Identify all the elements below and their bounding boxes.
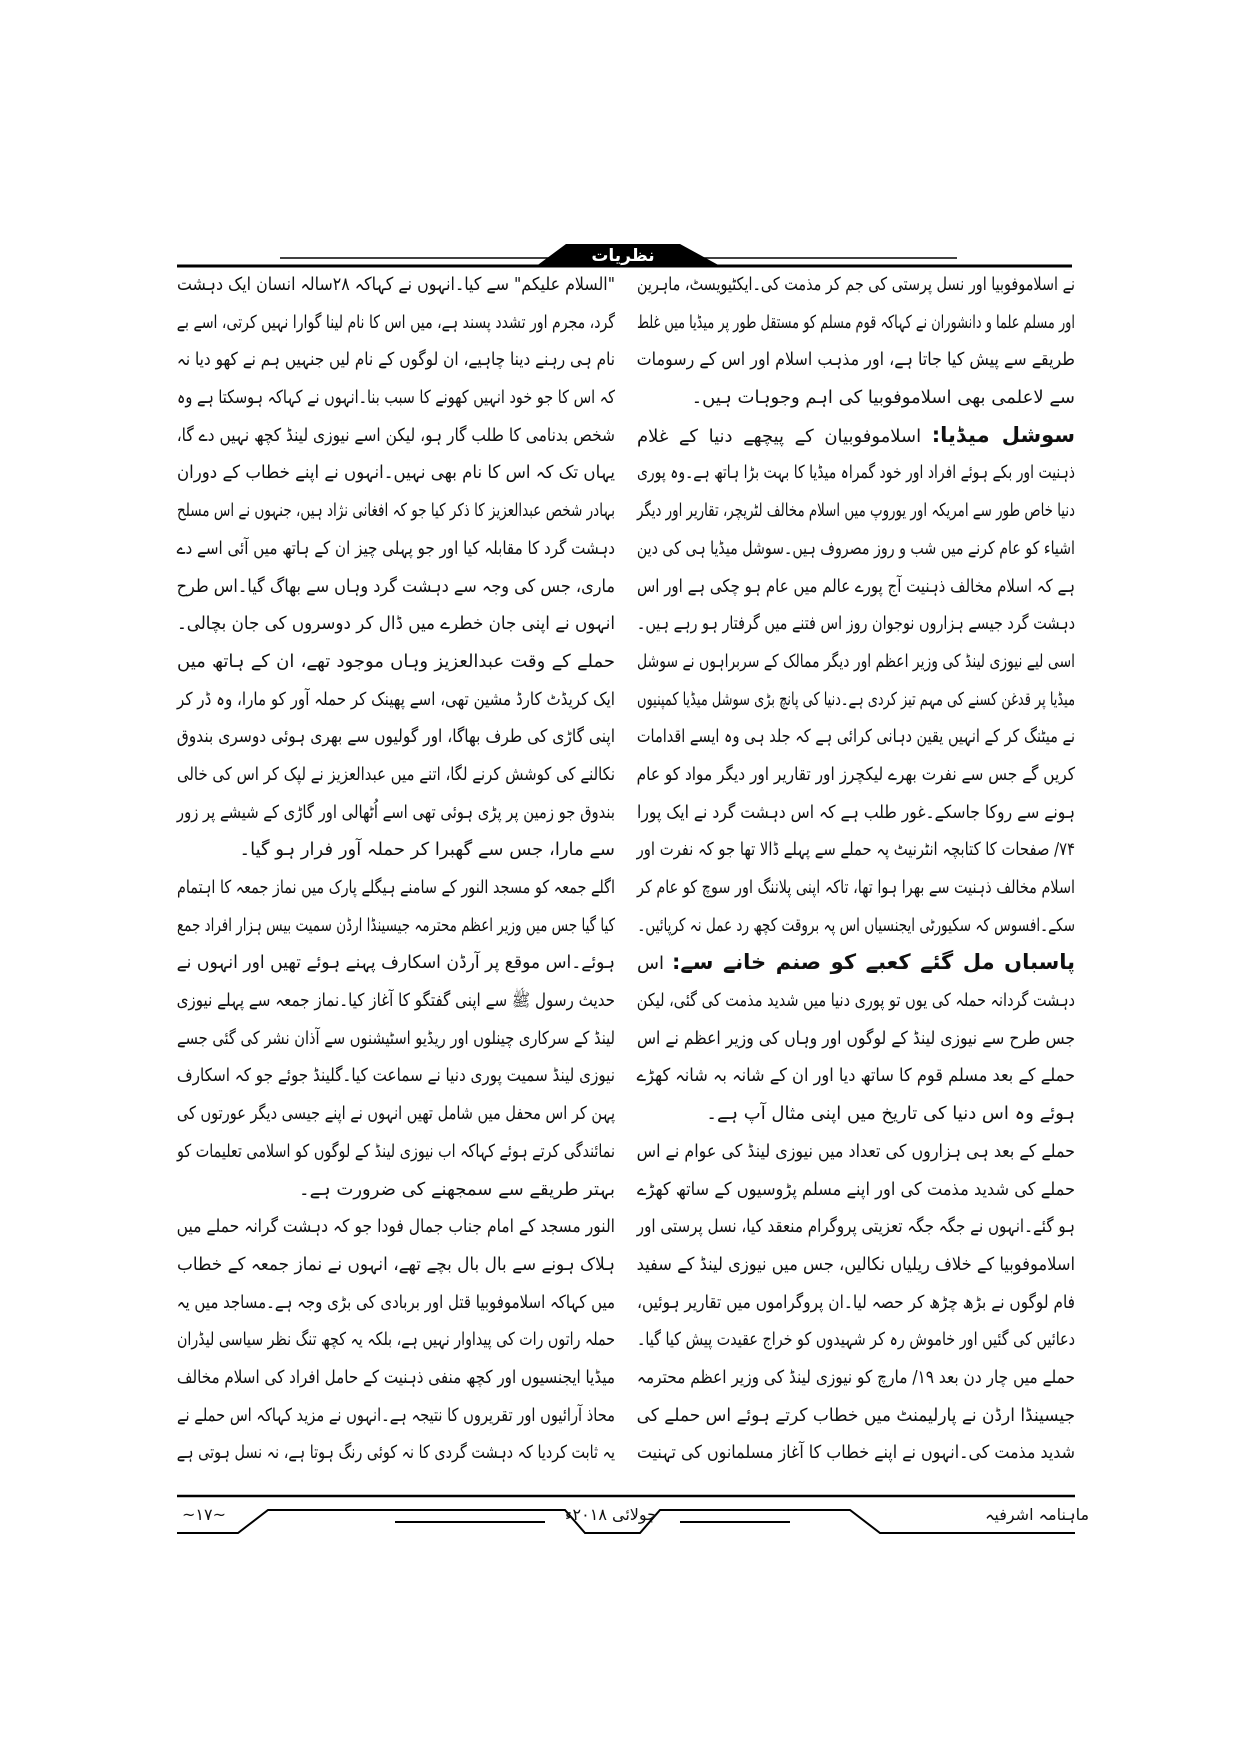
text-line-content: اپنی گاڑی کی طرف بھاگا، اور گولیوں سے بھری ہوئی دوسری بندوق xyxy=(176,726,615,748)
text-line-content: بندوق جو زمین پر پڑی ہوئی تھی اسے اُٹھالی اور گاڑی کے شیشے پر زور xyxy=(176,801,615,823)
text-line-content: شخص بدنامی کا طلب گار ہو، لیکن اسے نیوزی لینڈ کچھ نہیں دے گا، xyxy=(176,424,615,446)
text-line-content: دہشت گردانہ حملہ کی یوں تو پوری دنیا میں شدید مذمت کی گئی، لیکن xyxy=(636,990,1075,1012)
text-line xyxy=(177,454,615,492)
text-line-content: ہو گئے۔انہوں نے جگہ جگہ تعزیتی پروگرام منعقد کیا، نسل پرستی اور xyxy=(636,1216,1075,1238)
text-line xyxy=(177,982,615,1020)
text-line-content: دنیا خاص طور سے امریکہ اور یوروپ میں اسلام مخالف لٹریچر، تقاریر اور دیگر xyxy=(636,500,1075,522)
subheading: سوشل میڈیا: xyxy=(931,422,1075,447)
text-line xyxy=(637,944,1075,982)
text-line xyxy=(637,341,1075,379)
text-line xyxy=(177,568,615,606)
magazine-name: ماہنامہ اشرفیہ xyxy=(985,1505,1090,1524)
text-line xyxy=(177,756,615,794)
text-line-content: ذہنیت اور بکے ہوئے افراد اور خود گمراہ میڈیا کا بہت بڑا ہاتھ ہے۔وہ پوری xyxy=(637,462,1075,484)
text-line-content: ۷۴/ صفحات کا کتابچہ انٹرنیٹ پہ حملے سے پہلے ڈالا تھا جو کہ نفرت اور xyxy=(636,839,1075,861)
text-line xyxy=(637,1208,1075,1246)
text-line-content: بہادر شخص عبدالعزیز کا ذکر کیا جو کہ افغانی نژاد ہیں، جنہوں نے اس مسلح xyxy=(177,500,615,522)
subheading-text: اسلاموفوبیان کے پیچھے دنیا کے غلام xyxy=(637,425,922,447)
text-line-content: گرد، مجرم اور تشدد پسند ہے، میں اس کا نام لینا گوارا نہیں کرتی، اسے بے xyxy=(176,311,615,333)
text-line xyxy=(637,756,1075,794)
text-line xyxy=(637,379,1075,417)
text-line-content: سکے۔افسوس کہ سکیورٹی ایجنسیاں اس پہ بروقت کچھ رد عمل نہ کرپائیں۔ xyxy=(637,914,1075,936)
text-line-content: اسلاموفوبیا کے خلاف ریلیاں نکالیں، جس میں نیوزی لینڈ کے سفید xyxy=(636,1253,1075,1275)
text-line xyxy=(177,681,615,719)
page-number: ~۱۷~ xyxy=(182,1505,226,1524)
text-line-content: انہوں نے اپنی جان خطرے میں ڈال کر دوسروں کی جان بچالی۔ xyxy=(177,613,615,635)
text-line-content: نکالنے کی کوشش کرنے لگا، اتنے میں عبدالعزیز نے لپک کر اس کی خالی xyxy=(177,763,615,785)
text-line xyxy=(177,1095,615,1133)
text-line xyxy=(637,1020,1075,1058)
text-line xyxy=(637,492,1075,530)
text-line-content: حدیث رسول ﷺ سے اپنی گفتگو کا آغاز کیا۔نماز جمعہ سے پہلے نیوزی xyxy=(176,990,616,1012)
text-line xyxy=(177,379,615,417)
text-line-content: میڈیا ایجنسیوں اور کچھ منفی ذہنیت کے حامل افراد کی اسلام مخالف xyxy=(176,1366,615,1388)
text-line xyxy=(637,1133,1075,1171)
text-line-content: حملے میں چار دن بعد ۱۹/ مارچ کو نیوزی لینڈ کی وزیر اعظم محترمہ xyxy=(636,1366,1075,1388)
text-line-content: بہتر طریقے سے سمجھنے کی ضرورت ہے۔ xyxy=(299,1178,615,1200)
text-line-content: اشیاء کو عام کرنے میں شب و روز مصروف ہیں۔سوشل میڈیا ہی کی دین xyxy=(636,537,1075,559)
text-line-content xyxy=(637,944,1075,983)
text-line xyxy=(177,1171,615,1209)
text-line-content: یہاں تک کہ اس کا نام بھی نہیں۔انہوں نے اپنے خطاب کے دوران xyxy=(176,462,615,484)
text-line xyxy=(177,1020,615,1058)
text-line xyxy=(637,454,1075,492)
text-line-content: فام لوگوں نے بڑھ چڑھ کر حصہ لیا۔ان پروگراموں میں تقاریر ہوئیں، xyxy=(637,1291,1075,1313)
text-line-content: اور مسلم علما و دانشوران نے کہاکہ قوم مسلم کو مستقل طور پر میڈیا میں غلط xyxy=(637,311,1075,333)
text-line-content: ہوئے۔اس موقع پر آرڈن اسکارف پہنے ہوئے تھیں اور انہوں نے xyxy=(176,952,615,974)
text-line xyxy=(637,1095,1075,1133)
text-line-content: نے اسلاموفوبیا اور نسل پرستی کی جم کر مذمت کی۔ایکٹیویسٹ، ماہرین xyxy=(637,274,1075,295)
text-line-content: پہن کر اس محفل میں شامل تھیں انہوں نے اپنے جیسی دیگر عورتوں کی xyxy=(176,1103,615,1125)
text-line xyxy=(637,718,1075,756)
text-line-content: لینڈ کے سرکاری چینلوں اور ریڈیو اسٹیشنوں سے آذان نشر کی گئی جسے xyxy=(177,1027,615,1049)
text-line-content: سے لاعلمی بھی اسلاموفوبیا کی اہم وجوہات ہیں۔ xyxy=(691,387,1075,409)
issue-date: جولائی ۲۰۱۸ء xyxy=(565,1505,658,1524)
text-line xyxy=(177,1284,615,1322)
text-line-content: دہشت گرد کا مقابلہ کیا اور جو پہلی چیز ان کے ہاتھ میں آئی اسے دے xyxy=(176,537,615,559)
text-line xyxy=(177,304,615,342)
text-line-content: جیسینڈا ارڈن نے پارلیمنٹ میں خطاب کرتے ہوئے اس حملے کی xyxy=(636,1404,1075,1426)
text-line xyxy=(177,907,615,945)
text-line-content: حملے کے بعد ہی ہزاروں کی تعداد میں نیوزی لینڈ کی عوام نے اس xyxy=(636,1140,1075,1162)
text-line xyxy=(177,1397,615,1435)
text-line xyxy=(637,907,1075,945)
text-line xyxy=(177,1133,615,1171)
text-line-content: میڈیا پر قدغن کسنے کی مہم تیز کردی ہے۔دنیا کی پانچ بڑی سوشل میڈیا کمپنیوں xyxy=(637,688,1075,710)
text-line xyxy=(177,266,615,304)
text-line xyxy=(637,1246,1075,1284)
text-line-content: ماری، جس کی وجہ سے دہشت گرد وہاں سے بھاگ گیا۔اس طرح xyxy=(176,575,615,597)
text-line-content: حملے کے بعد مسلم قوم کا ساتھ دیا اور ان کے شانہ بہ شانہ کھڑے xyxy=(636,1065,1075,1087)
text-line-content: یہ ثابت کردیا کہ دہشت گردی کا نہ کوئی رنگ ہوتا ہے، نہ نسل ہوتی ہے xyxy=(176,1442,615,1464)
text-line xyxy=(637,1284,1075,1322)
text-line-content: کہ اس کا جو خود انہیں کھونے کا سبب بنا۔انہوں نے کہاکہ ہوسکتا ہے وہ xyxy=(177,387,615,409)
text-line xyxy=(637,530,1075,568)
text-line xyxy=(637,794,1075,832)
text-line xyxy=(177,1321,615,1359)
text-line xyxy=(637,1434,1075,1472)
text-line-content: ہونے سے روکا جاسکے۔غور طلب ہے کہ اس دہشت گرد نے ایک پورا xyxy=(637,801,1075,823)
text-line xyxy=(177,1057,615,1095)
text-line-content: ہلاک ہونے سے بال بال بچے تھے، انہوں نے نماز جمعہ کے خطاب xyxy=(177,1253,615,1275)
text-line xyxy=(177,1246,615,1284)
text-line-content: جس طرح سے نیوزی لینڈ کے لوگوں اور وہاں کی وزیر اعظم نے اس xyxy=(637,1027,1075,1049)
text-line xyxy=(177,341,615,379)
text-line-content: شدید مذمت کی۔انہوں نے اپنے خطاب کا آغاز مسلمانوں کی تہنیت xyxy=(636,1442,1075,1464)
text-line-content: حملے کی شدید مذمت کی اور اپنے مسلم پڑوسیوں کے ساتھ کھڑے xyxy=(637,1178,1075,1200)
subheading: پاسباں مل گئے کعبے کو صنم خانے سے: xyxy=(672,950,1075,975)
text-line xyxy=(637,681,1075,719)
text-line xyxy=(177,530,615,568)
text-line-content: ہے کہ اسلام مخالف ذہنیت آج پورے عالم میں عام ہو چکی ہے اور اس xyxy=(637,575,1075,597)
text-line-content: "السلام علیکم" سے کیا۔انہوں نے کہاکہ ۲۸سالہ انسان ایک دہشت xyxy=(177,274,615,295)
text-line xyxy=(637,1057,1075,1095)
text-line xyxy=(177,869,615,907)
right-column xyxy=(637,266,1075,1472)
text-line xyxy=(637,568,1075,606)
text-line-content: نے میٹنگ کر کے انہیں یقین دہانی کرائی ہے کہ جلد ہی وہ ایسے اقدامات xyxy=(636,726,1075,748)
text-line xyxy=(637,266,1075,304)
text-line xyxy=(637,982,1075,1020)
text-line xyxy=(177,718,615,756)
text-line xyxy=(177,794,615,832)
text-line-content: دہشت گرد جیسے ہزاروں نوجوان روز اس فتنے میں گرفتار ہو رہے ہیں۔ xyxy=(636,613,1075,635)
text-line xyxy=(177,1208,615,1246)
text-line-content: نمائندگی کرتے ہوئے کہاکہ اب نیوزی لینڈ کے لوگوں کو اسلامی تعلیمات کو xyxy=(176,1140,615,1162)
text-line-content: اگلے جمعہ کو مسجد النور کے سامنے ہیگلے پارک میں نماز جمعہ کا اہتمام xyxy=(177,877,615,898)
text-line xyxy=(177,417,615,455)
text-line-content: ہوئے وہ اس دنیا کی تاریخ میں اپنی مثال آپ ہے۔ xyxy=(706,1103,1075,1125)
text-line xyxy=(177,944,615,982)
text-line xyxy=(637,1171,1075,1209)
text-line-content: نیوزی لینڈ سمیت پوری دنیا نے سماعت کیا۔گلینڈ جوئے جو کہ اسکارف xyxy=(176,1065,615,1087)
text-line xyxy=(637,643,1075,681)
text-line-content: ایک کریڈٹ کارڈ مشین تھی، اسے پھینک کر حملہ آور کو مارا، وہ ڈر کر xyxy=(177,688,615,710)
subheading-text: اس xyxy=(637,953,664,975)
text-line-content: اسی لیے نیوزی لینڈ کی وزیر اعظم اور دیگر ممالک کے سربراہوں نے سوشل xyxy=(637,650,1075,672)
text-line-content xyxy=(637,417,1075,456)
text-line xyxy=(177,643,615,681)
text-line-content: حملہ راتوں رات کی پیداوار نہیں ہے، بلکہ یہ کچھ تنگ نظر سیاسی لیڈران xyxy=(177,1329,615,1351)
text-line xyxy=(637,417,1075,455)
text-line xyxy=(637,1397,1075,1435)
text-line-content: میں کہاکہ اسلاموفوبیا قتل اور بربادی کی بڑی وجہ ہے۔مساجد میں یہ xyxy=(176,1291,615,1313)
text-line xyxy=(177,1359,615,1397)
text-line-content: کریں گے جس سے نفرت بھرے لیکچرز اور تقاریر اور دیگر مواد کو عام xyxy=(636,763,1075,785)
text-line-content: اسلام مخالف ذہنیت سے بھرا ہوا تھا، تاکہ اپنی پلاننگ اور سوچ کو عام کر xyxy=(637,877,1075,898)
text-line-content: حملے کے وقت عبدالعزیز وہاں موجود تھے، ان کے ہاتھ میں xyxy=(177,650,615,672)
text-line xyxy=(637,304,1075,342)
text-line xyxy=(637,1359,1075,1397)
left-column xyxy=(177,266,615,1472)
text-line-content: نام ہی رہنے دینا چاہیے، ان لوگوں کے نام لیں جنہیں ہم نے کھو دیا نہ xyxy=(176,349,615,371)
text-line-content: طریقے سے پیش کیا جاتا ہے، اور مذہب اسلام اور اس کے رسومات xyxy=(636,349,1075,371)
text-line-content: سے مارا، جس سے گھبرا کر حملہ آور فرار ہو گیا۔ xyxy=(239,839,615,861)
section-title: نظریات xyxy=(591,246,655,266)
text-line xyxy=(637,831,1075,869)
text-line-content: محاذ آرائیوں اور تقریروں کا نتیجہ ہے۔انہوں نے مزید کہاکہ اس حملے نے xyxy=(176,1404,615,1426)
text-line xyxy=(177,831,615,869)
text-line xyxy=(177,1434,615,1472)
text-line-content: النور مسجد کے امام جناب جمال فودا جو کہ دہشت گرانہ حملے میں xyxy=(176,1216,615,1238)
text-line xyxy=(177,605,615,643)
text-line-content: کیا گیا جس میں وزیر اعظم محترمہ جیسینڈا ارڈن سمیت بیس ہزار افراد جمع xyxy=(177,914,615,936)
text-line-content: دعائیں کی گئیں اور خاموش رہ کر شہیدوں کو خراج عقیدت پیش کیا گیا۔ xyxy=(637,1329,1075,1351)
text-line xyxy=(637,869,1075,907)
text-line xyxy=(177,492,615,530)
text-line xyxy=(637,605,1075,643)
text-line xyxy=(637,1321,1075,1359)
